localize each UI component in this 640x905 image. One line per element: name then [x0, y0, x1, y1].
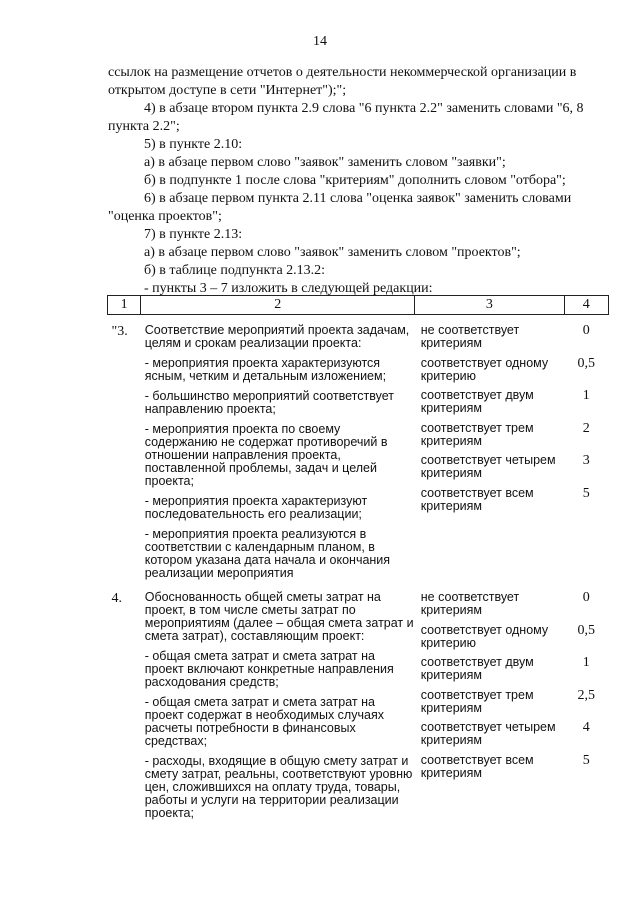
table-row	[108, 315, 609, 588]
paragraph: б) в подпункте 1 после слова "критериям" дополнить словом "отбора";	[144, 173, 566, 188]
header-cell-4: 4	[564, 296, 608, 315]
criterion-text: - расходы, входящие в общую смету затрат и смету затрат, реальны, соответствуют уровню цен, сложившихся на оплату труда, товары, работы и услуги на территории реализации проекта;	[144, 754, 413, 820]
level-text: соответствует четырем критериям	[420, 720, 556, 747]
level-text: соответствует двум критериям	[420, 655, 534, 682]
level-cell	[415, 587, 564, 827]
level-text: соответствует трем критериям	[420, 420, 534, 448]
paragraph: а) в абзаце первом слово "заявок" заменить словом "заявки";	[144, 155, 506, 170]
score-cell	[564, 587, 608, 827]
score-value: 2	[582, 420, 590, 436]
criterion-text: - общая смета затрат и смета затрат на проект содержат в необходимых случаях расчеты потребности в финансовых средствах;	[144, 695, 384, 748]
level-text: соответствует четырем критериям	[420, 453, 556, 480]
score-value: 0,5	[577, 355, 596, 371]
row-number: "3.	[111, 324, 128, 339]
page-number: 14	[313, 34, 327, 49]
paragraph: 6) в абзаце первом пункта 2.11 слова "оценка заявок" заменить словами "оценка проектов";	[108, 191, 572, 224]
criteria-cell	[141, 587, 415, 827]
criterion-text: - мероприятия проекта по своему содержанию не содержат противоречий в отношении направления проекта, поставленной проблемы, задач и целей проекта;	[144, 422, 388, 488]
paragraph: ссылок на размещение отчетов о деятельности некоммерческой организации в открытом доступе в сети "Интернет");";	[108, 65, 577, 98]
criterion-text: Обоснованность общей сметы затрат на проект, в том числе сметы затрат по мероприятиям (далее – общая смета затрат и смета затрат), составляющим проект:	[144, 590, 414, 643]
paragraph: 5) в пункте 2.10:	[144, 137, 243, 152]
score-value: 0	[582, 590, 590, 605]
level-text: не соответствует критериям	[420, 590, 520, 617]
body-text	[108, 64, 608, 298]
paragraph: б) в таблице подпункта 2.13.2:	[144, 263, 326, 278]
paragraph: а) в абзаце первом слово "заявок" заменить словом "проектов";	[144, 245, 521, 260]
level-text: соответствует одному критерию	[420, 355, 549, 383]
paragraph: - пункты 3 – 7 изложить в следующей редакции:	[144, 281, 433, 296]
criterion-text: - большинство мероприятий соответствует направлению проекта;	[144, 389, 394, 416]
level-text: соответствует трем критериям	[420, 687, 534, 715]
criterion-text: Соответствие мероприятий проекта задачам, целям и срокам реализации проекта:	[144, 323, 410, 350]
score-value: 0,5	[577, 622, 596, 638]
criteria-cell	[141, 315, 415, 588]
paragraph: 7) в пункте 2.13:	[144, 227, 243, 242]
score-value: 4	[582, 720, 590, 735]
level-text: соответствует всем критериям	[420, 752, 534, 780]
criterion-text: - мероприятия проекта реализуются в соответствии с календарным планом, в котором указана дата начала и окончания реализации мероприятия	[144, 527, 391, 580]
score-value: 0	[582, 323, 590, 338]
header-cell-2: 2	[141, 296, 415, 315]
row-number: 4.	[111, 591, 122, 606]
header-cell-3: 3	[415, 296, 564, 315]
score-value: 2,5	[577, 687, 596, 703]
level-cell	[415, 315, 564, 588]
level-text: не соответствует критериям	[420, 323, 520, 350]
level-text: соответствует двум критериям	[420, 388, 534, 415]
header-cell-1: 1	[108, 296, 141, 315]
paragraph: 4) в абзаце втором пункта 2.9 слова "6 пункта 2.2" заменить словами "6, 8 пункта 2.2";	[108, 101, 584, 134]
criterion-text: - мероприятия проекта характеризуются ясным, четким и детальным изложением;	[144, 356, 387, 383]
level-text: соответствует одному критерию	[420, 622, 549, 650]
level-text: соответствует всем критериям	[420, 485, 534, 513]
score-value: 5	[582, 752, 590, 768]
score-value: 5	[582, 485, 590, 501]
score-value: 1	[582, 388, 590, 403]
table-row	[108, 587, 609, 827]
criterion-text: - общая смета затрат и смета затрат на проект включают конкретные направления расходования средств;	[144, 649, 394, 689]
criteria-table	[107, 295, 609, 827]
criterion-text: - мероприятия проекта характеризуют последовательность его реализации;	[144, 494, 368, 521]
score-value: 3	[582, 453, 590, 468]
score-value: 1	[582, 655, 590, 670]
table-header-row	[108, 296, 609, 315]
score-cell	[564, 315, 608, 588]
